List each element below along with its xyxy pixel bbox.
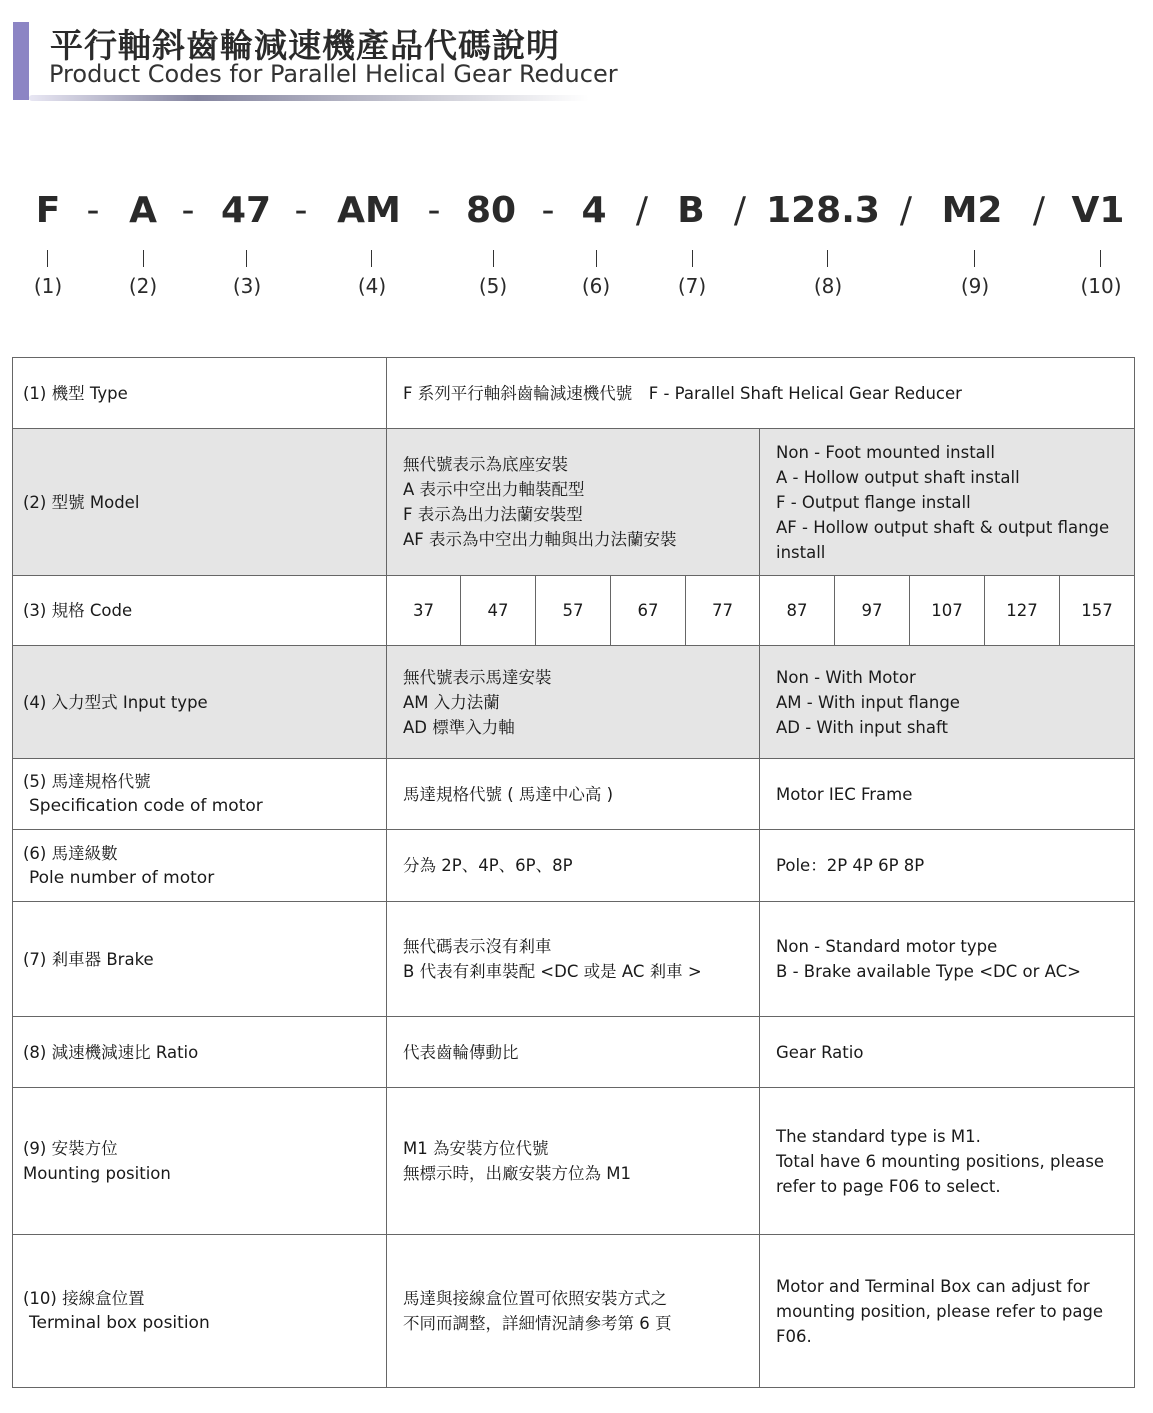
code-number: (4) — [357, 274, 387, 298]
code-cell: 47 — [461, 576, 536, 646]
table-row — [13, 358, 1135, 429]
code-tick — [827, 250, 828, 267]
code-tick — [493, 250, 494, 267]
code-number: (7) — [677, 274, 707, 298]
row-desc-en: Non - Foot mounted install A - Hollow output shaft install F - Output flange install AF - Hollow output shaft & output flange install — [760, 429, 1135, 576]
row-desc-zh: 馬達與接線盒位置可依照安裝方式之 不同而調整，詳細情況請參考第 6 頁 — [387, 1235, 760, 1388]
code-seg-7: B — [677, 190, 705, 231]
code-number: (10) — [1080, 274, 1122, 298]
page-title: 平行軸斜齒輪減速機產品代碼說明 — [50, 26, 560, 65]
code-seg-10: V1 — [1071, 190, 1125, 231]
page-subtitle: Product Codes for Parallel Helical Gear Reducer — [49, 60, 618, 88]
code-cell: 157 — [1060, 576, 1135, 646]
code-sep: - — [86, 190, 100, 231]
table-row — [13, 576, 1135, 646]
row-desc-en: Motor and Terminal Box can adjust for mounting position, please refer to page F06. — [760, 1235, 1135, 1388]
code-tick — [974, 250, 975, 267]
table-row — [13, 902, 1135, 1017]
table-row — [13, 429, 1135, 576]
row-label: (6) 馬達級數 Pole number of motor — [13, 830, 387, 902]
row-desc-en: Non - Standard motor type B - Brake available Type <DC or AC> — [760, 902, 1135, 1017]
code-tick — [246, 250, 247, 267]
code-seg-3: 47 — [220, 190, 272, 231]
code-tick — [692, 250, 693, 267]
row-label: (1) 機型 Type — [13, 358, 387, 429]
header-accent-bar — [13, 22, 29, 100]
code-cell: 87 — [760, 576, 835, 646]
row-desc-zh: 無代號表示為底座安裝 A 表示中空出力軸裝配型 F 表示為出力法蘭安裝型 AF 表示為中空出力軸與出力法蘭安裝 — [387, 429, 760, 576]
code-number: (8) — [813, 274, 843, 298]
code-seg-2: A — [129, 190, 157, 231]
code-cell: 57 — [536, 576, 611, 646]
table-row — [13, 646, 1135, 759]
code-cell: 67 — [611, 576, 686, 646]
code-seg-6: 4 — [581, 190, 607, 231]
code-seg-8: 128.3 — [766, 190, 880, 231]
row-desc: F 系列平行軸斜齒輪減速機代號 F - Parallel Shaft Helical Gear Reducer — [387, 358, 1135, 429]
row-label: (9) 安裝方位 Mounting position — [13, 1088, 387, 1235]
table-row — [13, 1088, 1135, 1235]
code-number: (2) — [128, 274, 158, 298]
code-tick — [596, 250, 597, 267]
product-code-line — [0, 190, 1153, 240]
code-sep: - — [427, 190, 441, 231]
code-number: (3) — [232, 274, 262, 298]
row-label: (7) 剎車器 Brake — [13, 902, 387, 1017]
row-label: (5) 馬達規格代號 Specification code of motor — [13, 759, 387, 830]
table-row — [13, 830, 1135, 902]
code-tick — [143, 250, 144, 267]
row-desc-en: Non - With Motor AM - With input flange AD - With input shaft — [760, 646, 1135, 759]
table-row — [13, 1017, 1135, 1088]
code-sep: / — [733, 190, 747, 231]
code-cell: 37 — [387, 576, 461, 646]
code-tick — [371, 250, 372, 267]
row-desc-en: Motor IEC Frame — [760, 759, 1135, 830]
row-desc-zh: 馬達規格代號 ( 馬達中心高 ) — [387, 759, 760, 830]
row-label: (4) 入力型式 Input type — [13, 646, 387, 759]
code-number: (5) — [478, 274, 508, 298]
code-cell: 97 — [835, 576, 910, 646]
code-sep: - — [541, 190, 555, 231]
row-label: (2) 型號 Model — [13, 429, 387, 576]
code-seg-9: M2 — [941, 190, 1003, 231]
row-desc-en: Gear Ratio — [760, 1017, 1135, 1088]
code-number: (9) — [960, 274, 990, 298]
code-number: (1) — [33, 274, 63, 298]
code-cell: 77 — [686, 576, 760, 646]
row-label: (10) 接線盒位置 Terminal box position — [13, 1235, 387, 1388]
row-desc-zh: 無代碼表示沒有剎車 B 代表有剎車裝配 <DC 或是 AC 剎車 > — [387, 902, 760, 1017]
code-cell: 127 — [985, 576, 1060, 646]
row-desc-en: The standard type is M1. Total have 6 mounting positions, please refer to page F06 to select. — [760, 1088, 1135, 1235]
code-seg-1: F — [35, 190, 61, 231]
code-tick — [47, 250, 48, 267]
row-desc-zh: 無代號表示馬達安裝 AM 入力法蘭 AD 標準入力軸 — [387, 646, 760, 759]
code-sep: - — [181, 190, 195, 231]
row-desc-zh: M1 為安裝方位代號 無標示時，出廠安裝方位為 M1 — [387, 1088, 760, 1235]
code-sep: / — [1032, 190, 1046, 231]
header-underline — [29, 95, 589, 101]
code-seg-5: 80 — [465, 190, 517, 231]
table-row — [13, 1235, 1135, 1388]
row-label: (3) 規格 Code — [13, 576, 387, 646]
code-sep: / — [899, 190, 913, 231]
row-desc-en: Pole：2P 4P 6P 8P — [760, 830, 1135, 902]
code-sep: - — [294, 190, 308, 231]
table-row — [13, 759, 1135, 830]
row-label: (8) 減速機減速比 Ratio — [13, 1017, 387, 1088]
spec-table — [12, 357, 1135, 1388]
code-number: (6) — [581, 274, 611, 298]
code-sep: / — [635, 190, 649, 231]
code-tick — [1100, 250, 1101, 267]
code-cell: 107 — [910, 576, 985, 646]
code-seg-4: AM — [337, 190, 401, 231]
row-desc-zh: 代表齒輪傳動比 — [387, 1017, 760, 1088]
row-desc-zh: 分為 2P、4P、6P、8P — [387, 830, 760, 902]
